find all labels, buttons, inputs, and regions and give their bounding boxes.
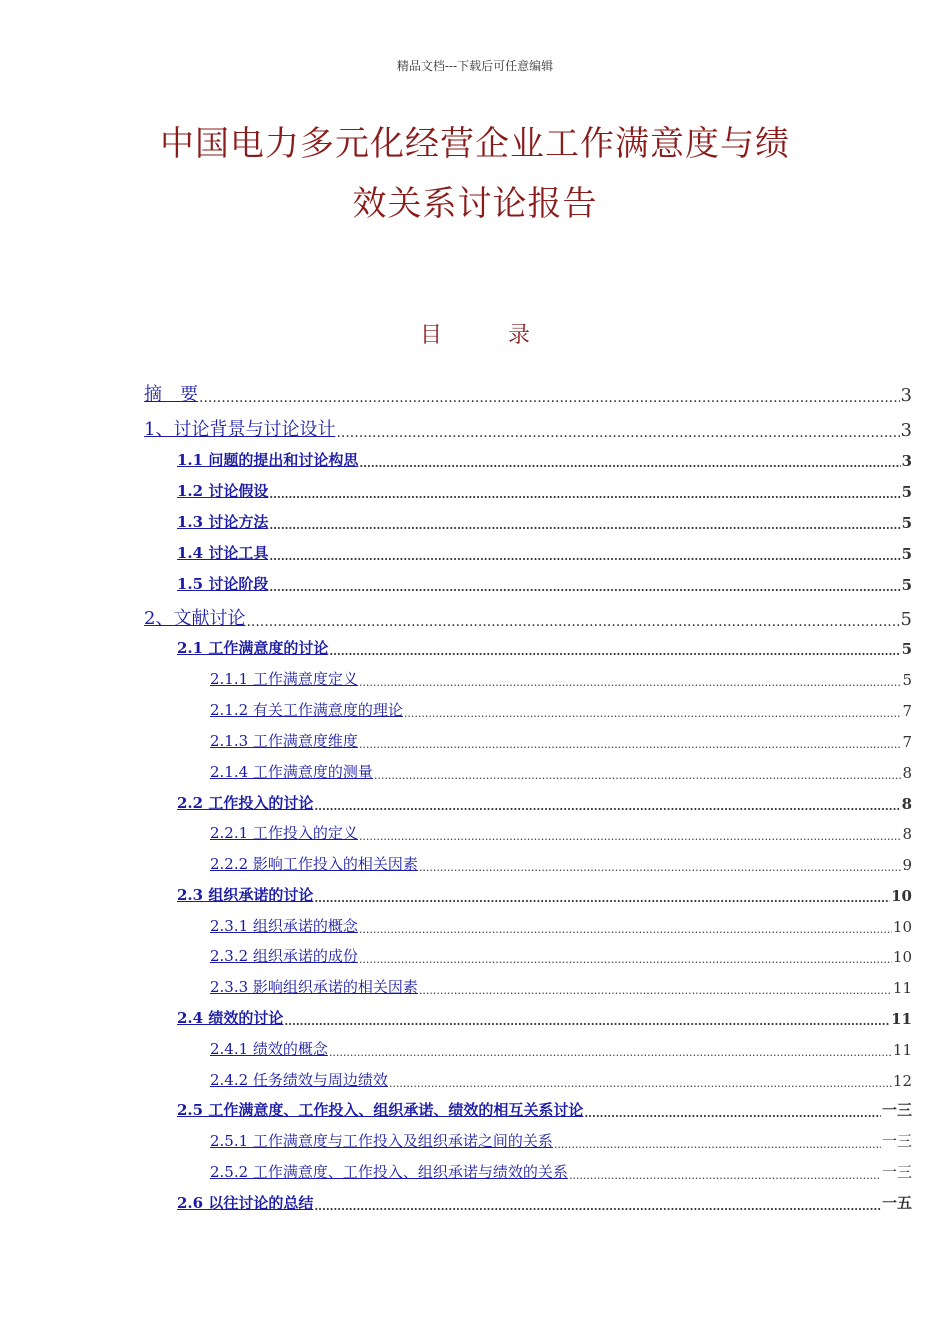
toc-page-number: 5 bbox=[901, 514, 912, 532]
toc-entry[interactable] bbox=[177, 1098, 912, 1120]
toc-page-number: 10 bbox=[891, 887, 912, 905]
toc-entry-link[interactable]: 1.1 问题的提出和讨论构思 bbox=[177, 451, 359, 469]
toc-entry-link[interactable]: 摘 要 bbox=[144, 384, 198, 405]
toc-entry-link[interactable]: 2.5.2 工作满意度、工作投入、组织承诺与绩效的关系 bbox=[210, 1163, 568, 1181]
toc-entry[interactable] bbox=[177, 572, 912, 594]
toc-entry[interactable] bbox=[210, 729, 912, 751]
toc-dot-leader bbox=[554, 1138, 881, 1151]
toc-entry-link[interactable]: 2.2.1 工作投入的定义 bbox=[210, 824, 358, 842]
toc-entry-link[interactable]: 2.3.1 组织承诺的概念 bbox=[210, 917, 358, 935]
toc-entry-link[interactable]: 2.1 工作满意度的讨论 bbox=[177, 639, 329, 657]
toc-page-number: 8 bbox=[901, 795, 912, 813]
toc-entry[interactable] bbox=[210, 914, 912, 936]
toc-entry-link[interactable]: 2.3.3 影响组织承诺的相关因素 bbox=[210, 978, 418, 996]
toc-entry[interactable] bbox=[144, 602, 912, 630]
toc-page-number: 一三 bbox=[881, 1163, 912, 1181]
toc-page-number: 9 bbox=[902, 856, 912, 874]
toc-dot-leader bbox=[314, 800, 900, 813]
toc-page-number: 一三 bbox=[881, 1132, 912, 1150]
toc-entry[interactable] bbox=[177, 541, 912, 563]
toc-entry[interactable] bbox=[177, 510, 912, 532]
toc-page-number: 5 bbox=[900, 609, 912, 630]
toc-entry[interactable] bbox=[210, 944, 912, 966]
toc-entry-link[interactable]: 2.4 绩效的讨论 bbox=[177, 1009, 284, 1027]
document-title-line-1: 中国电力多元化经营企业工作满意度与绩 bbox=[160, 124, 790, 164]
toc-entry[interactable] bbox=[210, 852, 912, 874]
toc-dot-leader bbox=[199, 390, 900, 406]
toc-dot-leader bbox=[269, 550, 900, 563]
toc-entry-link[interactable]: 2.4.2 任务绩效与周边绩效 bbox=[210, 1071, 388, 1089]
toc-entry[interactable] bbox=[177, 1191, 912, 1213]
toc-entry[interactable] bbox=[210, 667, 912, 689]
toc-page-number: 8 bbox=[902, 825, 912, 843]
toc-dot-leader bbox=[359, 457, 900, 470]
toc-dot-leader bbox=[246, 614, 899, 630]
toc-entry-link[interactable]: 2、文献讨论 bbox=[144, 608, 246, 629]
toc-entry[interactable] bbox=[210, 1129, 912, 1151]
toc-dot-leader bbox=[419, 861, 902, 874]
toc-entry[interactable] bbox=[144, 413, 912, 441]
toc-entry[interactable] bbox=[177, 1006, 912, 1028]
toc-entry-link[interactable]: 2.3 组织承诺的讨论 bbox=[177, 886, 314, 904]
toc-dot-leader bbox=[374, 769, 902, 782]
toc-entry[interactable] bbox=[210, 1160, 912, 1182]
toc-page-number: 5 bbox=[901, 545, 912, 563]
toc-dot-leader bbox=[269, 581, 900, 594]
toc-entry-link[interactable]: 2.1.2 有关工作满意度的理论 bbox=[210, 701, 403, 719]
toc-entry[interactable] bbox=[210, 698, 912, 720]
toc-dot-leader bbox=[314, 892, 890, 905]
toc-entry-link[interactable]: 1.2 讨论假设 bbox=[177, 482, 269, 500]
toc-page-number: 一五 bbox=[881, 1194, 912, 1212]
toc-page-number: 一三 bbox=[881, 1101, 912, 1119]
toc-entry-link[interactable]: 1.3 讨论方法 bbox=[177, 513, 269, 531]
toc-page-number: 3 bbox=[900, 420, 912, 441]
toc-dot-leader bbox=[569, 1169, 881, 1182]
toc-entry-link[interactable]: 2.6 以往讨论的总结 bbox=[177, 1194, 314, 1212]
toc-dot-leader bbox=[404, 707, 902, 720]
toc-page-number: 5 bbox=[901, 640, 912, 658]
toc-entry[interactable] bbox=[210, 1037, 912, 1059]
document-title-line-2: 效关系讨论报告 bbox=[352, 184, 598, 224]
toc-entry[interactable] bbox=[144, 378, 912, 406]
toc-page-number: 11 bbox=[891, 1010, 912, 1028]
toc-dot-leader bbox=[269, 488, 900, 501]
toc-dot-leader bbox=[359, 923, 892, 936]
toc-entry-link[interactable]: 1.5 讨论阶段 bbox=[177, 575, 269, 593]
toc-dot-leader bbox=[359, 953, 892, 966]
toc-entry-link[interactable]: 2.2 工作投入的讨论 bbox=[177, 794, 314, 812]
toc-entry[interactable] bbox=[177, 479, 912, 501]
toc-dot-leader bbox=[269, 519, 900, 532]
toc-page-number: 10 bbox=[892, 918, 912, 936]
toc-entry[interactable] bbox=[210, 975, 912, 997]
toc-entry[interactable] bbox=[177, 883, 912, 905]
toc-dot-leader bbox=[419, 984, 892, 997]
toc-page-number: 5 bbox=[902, 671, 912, 689]
toc-dot-leader bbox=[389, 1077, 892, 1090]
page-header: 精品文档---下载后可任意编辑 bbox=[396, 59, 554, 73]
toc-entry[interactable] bbox=[177, 636, 912, 658]
toc-heading: 目 录 bbox=[419, 323, 552, 348]
toc-entry-link[interactable]: 2.5 工作满意度、工作投入、组织承诺、绩效的相互关系讨论 bbox=[177, 1101, 584, 1119]
toc-page-number: 3 bbox=[900, 385, 912, 406]
toc-dot-leader bbox=[359, 830, 902, 843]
toc-page-number: 5 bbox=[901, 576, 912, 594]
toc-page-number: 11 bbox=[892, 1041, 912, 1059]
toc-dot-leader bbox=[329, 1046, 892, 1059]
toc-entry-link[interactable]: 2.3.2 组织承诺的成份 bbox=[210, 947, 358, 965]
toc-page-number: 12 bbox=[892, 1072, 912, 1090]
toc-dot-leader bbox=[336, 425, 899, 441]
toc-dot-leader bbox=[359, 738, 902, 751]
toc-entry[interactable] bbox=[177, 448, 912, 470]
toc-entry-link[interactable]: 2.1.1 工作满意度定义 bbox=[210, 670, 358, 688]
toc-entry-link[interactable]: 2.2.2 影响工作投入的相关因素 bbox=[210, 855, 418, 873]
toc-entry[interactable] bbox=[210, 1068, 912, 1090]
toc-page-number: 5 bbox=[901, 483, 912, 501]
toc-entry[interactable] bbox=[177, 791, 912, 813]
toc-entry-link[interactable]: 1、讨论背景与讨论设计 bbox=[144, 419, 336, 440]
toc-dot-leader bbox=[314, 1200, 881, 1213]
toc-dot-leader bbox=[584, 1107, 881, 1120]
toc-page-number: 10 bbox=[892, 948, 912, 966]
toc-page-number: 7 bbox=[902, 733, 912, 751]
toc-page-number: 11 bbox=[892, 979, 912, 997]
toc-entry-link[interactable]: 1.4 讨论工具 bbox=[177, 544, 269, 562]
toc-dot-leader bbox=[284, 1015, 890, 1028]
toc-entry[interactable] bbox=[210, 760, 912, 782]
toc-entry-link[interactable]: 2.5.1 工作满意度与工作投入及组织承诺之间的关系 bbox=[210, 1132, 553, 1150]
toc-page-number: 3 bbox=[901, 452, 912, 470]
toc-dot-leader bbox=[359, 676, 902, 689]
toc-entry-link[interactable]: 2.1.4 工作满意度的测量 bbox=[210, 763, 373, 781]
toc-page-number: 8 bbox=[902, 764, 912, 782]
toc-entry[interactable] bbox=[210, 821, 912, 843]
toc-page-number: 7 bbox=[902, 702, 912, 720]
toc-entry-link[interactable]: 2.4.1 绩效的概念 bbox=[210, 1040, 328, 1058]
toc-entry-link[interactable]: 2.1.3 工作满意度维度 bbox=[210, 732, 358, 750]
toc-dot-leader bbox=[329, 645, 900, 658]
